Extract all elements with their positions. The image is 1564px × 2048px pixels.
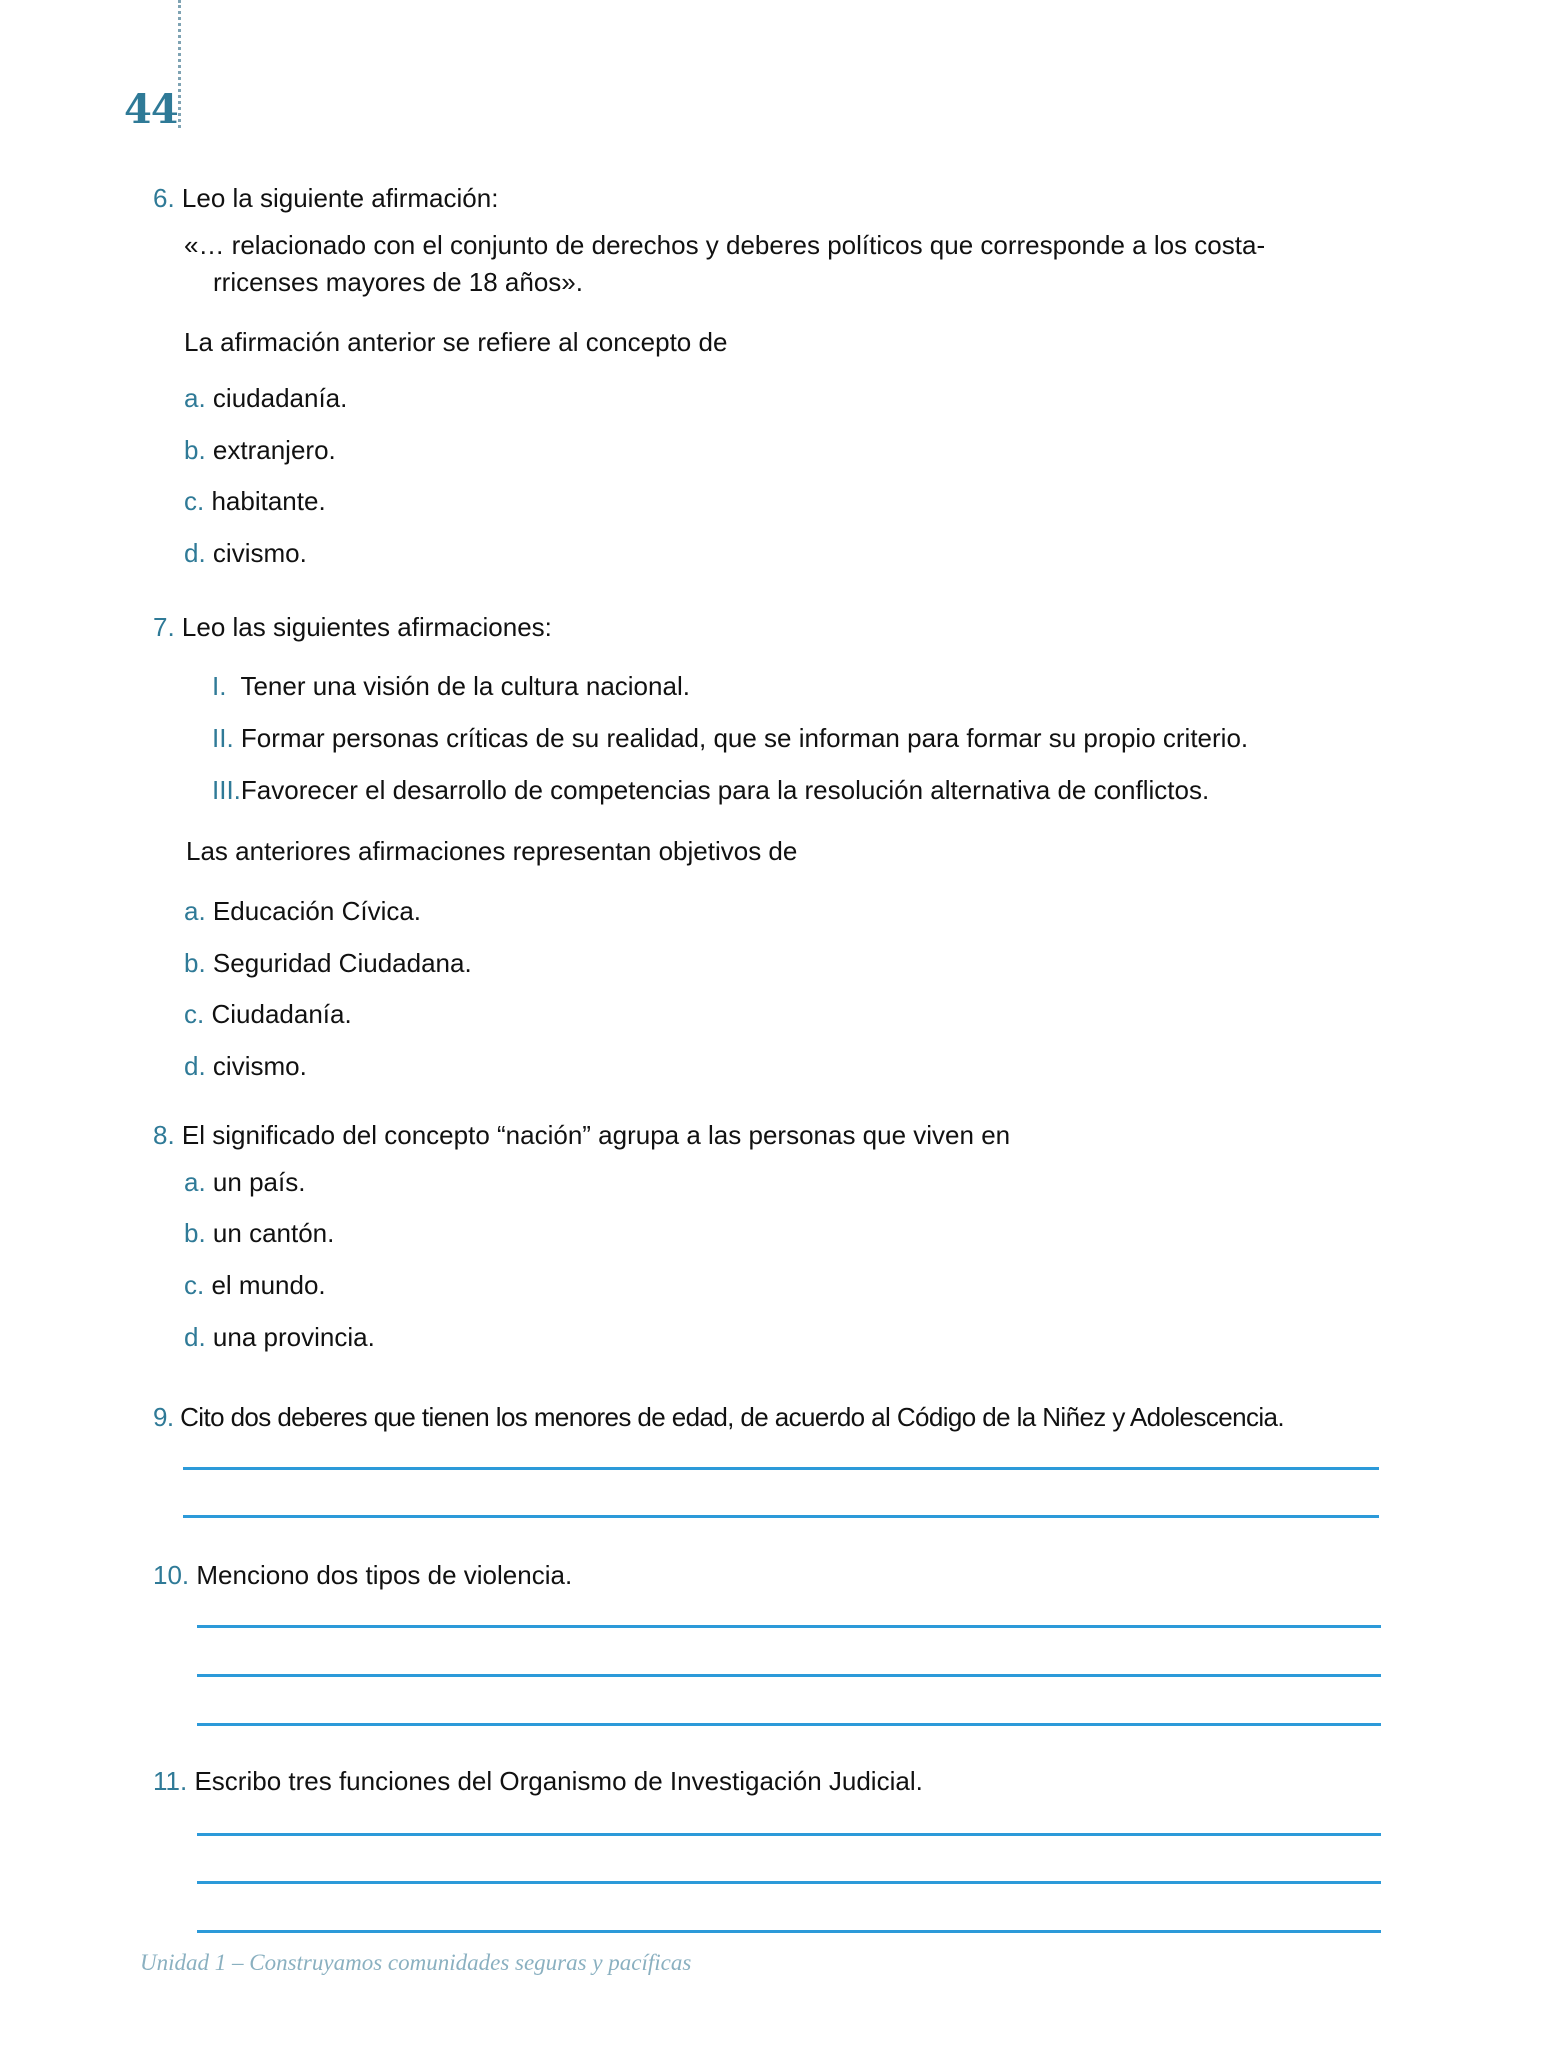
option-a[interactable] bbox=[184, 1166, 305, 1198]
option-a[interactable] bbox=[184, 895, 421, 927]
option-c[interactable] bbox=[184, 485, 326, 517]
option-text: civismo. bbox=[212, 538, 307, 568]
question-stem: Las anteriores afirmaciones representan objetivos de bbox=[186, 836, 798, 866]
option-text: un cantón. bbox=[212, 1218, 335, 1248]
roman-numeral: II. bbox=[212, 723, 234, 753]
question-9 bbox=[153, 1401, 1284, 1433]
option-text: extranjero. bbox=[212, 435, 336, 465]
quote-line: rricenses mayores de 18 años». bbox=[213, 267, 583, 297]
option-text: civismo. bbox=[212, 1051, 307, 1081]
margin-dotted-divider bbox=[178, 0, 181, 128]
option-text: habitante. bbox=[211, 486, 326, 516]
option-letter: a. bbox=[184, 383, 206, 413]
quote-line: «… relacionado con el conjunto de derechos y deberes políticos que corresponde a los costa- bbox=[184, 230, 1266, 260]
statement-text: Favorecer el desarrollo de competencias para la resolución alternativa de conflictos. bbox=[240, 775, 1210, 805]
option-letter: c. bbox=[184, 486, 205, 516]
question-prompt: Leo las siguientes afirmaciones: bbox=[181, 612, 552, 642]
question-number: 11. bbox=[153, 1766, 188, 1796]
statement-1 bbox=[212, 670, 690, 702]
question-7 bbox=[153, 611, 552, 643]
option-letter: b. bbox=[184, 948, 206, 978]
question-stem: La afirmación anterior se refiere al concepto de bbox=[184, 327, 728, 357]
question-prompt: Leo la siguiente afirmación: bbox=[181, 183, 499, 213]
question-number: 7. bbox=[153, 612, 175, 642]
option-d[interactable] bbox=[184, 537, 307, 569]
roman-numeral: I. bbox=[212, 671, 227, 701]
answer-line[interactable] bbox=[197, 1625, 1381, 1628]
answer-line[interactable] bbox=[183, 1515, 1379, 1518]
roman-numeral: III. bbox=[212, 775, 241, 805]
question-number: 10. bbox=[153, 1560, 190, 1590]
option-text: una provincia. bbox=[212, 1322, 375, 1352]
option-letter: d. bbox=[184, 538, 206, 568]
page-footer: Unidad 1 – Construyamos comunidades seguras y pacíficas bbox=[140, 1950, 692, 1975]
option-c[interactable] bbox=[184, 998, 352, 1030]
statement-text: Formar personas críticas de su realidad, que se informan para formar su propio criterio. bbox=[240, 723, 1249, 753]
question-6 bbox=[153, 182, 498, 214]
answer-line[interactable] bbox=[183, 1467, 1379, 1470]
option-letter: c. bbox=[184, 1270, 205, 1300]
option-b[interactable] bbox=[184, 1217, 334, 1249]
option-text: Educación Cívica. bbox=[212, 896, 422, 926]
question-prompt: Cito dos deberes que tienen los menores de edad, de acuerdo al Código de la Niñez y Adolescencia. bbox=[180, 1402, 1285, 1432]
answer-line[interactable] bbox=[197, 1833, 1381, 1836]
option-text: un país. bbox=[212, 1167, 306, 1197]
question-number: 9. bbox=[153, 1402, 174, 1432]
option-letter: c. bbox=[184, 999, 205, 1029]
statement-text: Tener una visión de la cultura nacional. bbox=[240, 671, 690, 701]
question-prompt: Escribo tres funciones del Organismo de Investigación Judicial. bbox=[194, 1766, 923, 1796]
option-text: el mundo. bbox=[211, 1270, 326, 1300]
option-letter: d. bbox=[184, 1322, 206, 1352]
option-letter: b. bbox=[184, 435, 206, 465]
option-c[interactable] bbox=[184, 1269, 326, 1301]
option-text: Ciudadanía. bbox=[211, 999, 352, 1029]
question-number: 8. bbox=[153, 1120, 175, 1150]
option-text: Seguridad Ciudadana. bbox=[212, 948, 472, 978]
option-a[interactable] bbox=[184, 382, 347, 414]
answer-line[interactable] bbox=[197, 1674, 1381, 1677]
option-letter: d. bbox=[184, 1051, 206, 1081]
answer-line[interactable] bbox=[197, 1930, 1381, 1933]
option-letter: a. bbox=[184, 1167, 206, 1197]
option-d[interactable] bbox=[184, 1050, 307, 1082]
option-d[interactable] bbox=[184, 1321, 375, 1353]
question-prompt: El significado del concepto “nación” agrupa a las personas que viven en bbox=[181, 1120, 1011, 1150]
option-letter: b. bbox=[184, 1218, 206, 1248]
question-prompt: Menciono dos tipos de violencia. bbox=[196, 1560, 573, 1590]
option-letter: a. bbox=[184, 896, 206, 926]
option-b[interactable] bbox=[184, 947, 472, 979]
page-number: 44 bbox=[124, 86, 178, 133]
answer-line[interactable] bbox=[197, 1723, 1381, 1726]
statement-2 bbox=[212, 722, 1248, 754]
option-text: ciudadanía. bbox=[212, 383, 348, 413]
question-11 bbox=[153, 1765, 923, 1797]
question-10 bbox=[153, 1559, 572, 1591]
question-8 bbox=[153, 1119, 1010, 1151]
statement-3 bbox=[212, 774, 1209, 806]
option-b[interactable] bbox=[184, 434, 336, 466]
answer-line[interactable] bbox=[197, 1881, 1381, 1884]
question-number: 6. bbox=[153, 183, 175, 213]
